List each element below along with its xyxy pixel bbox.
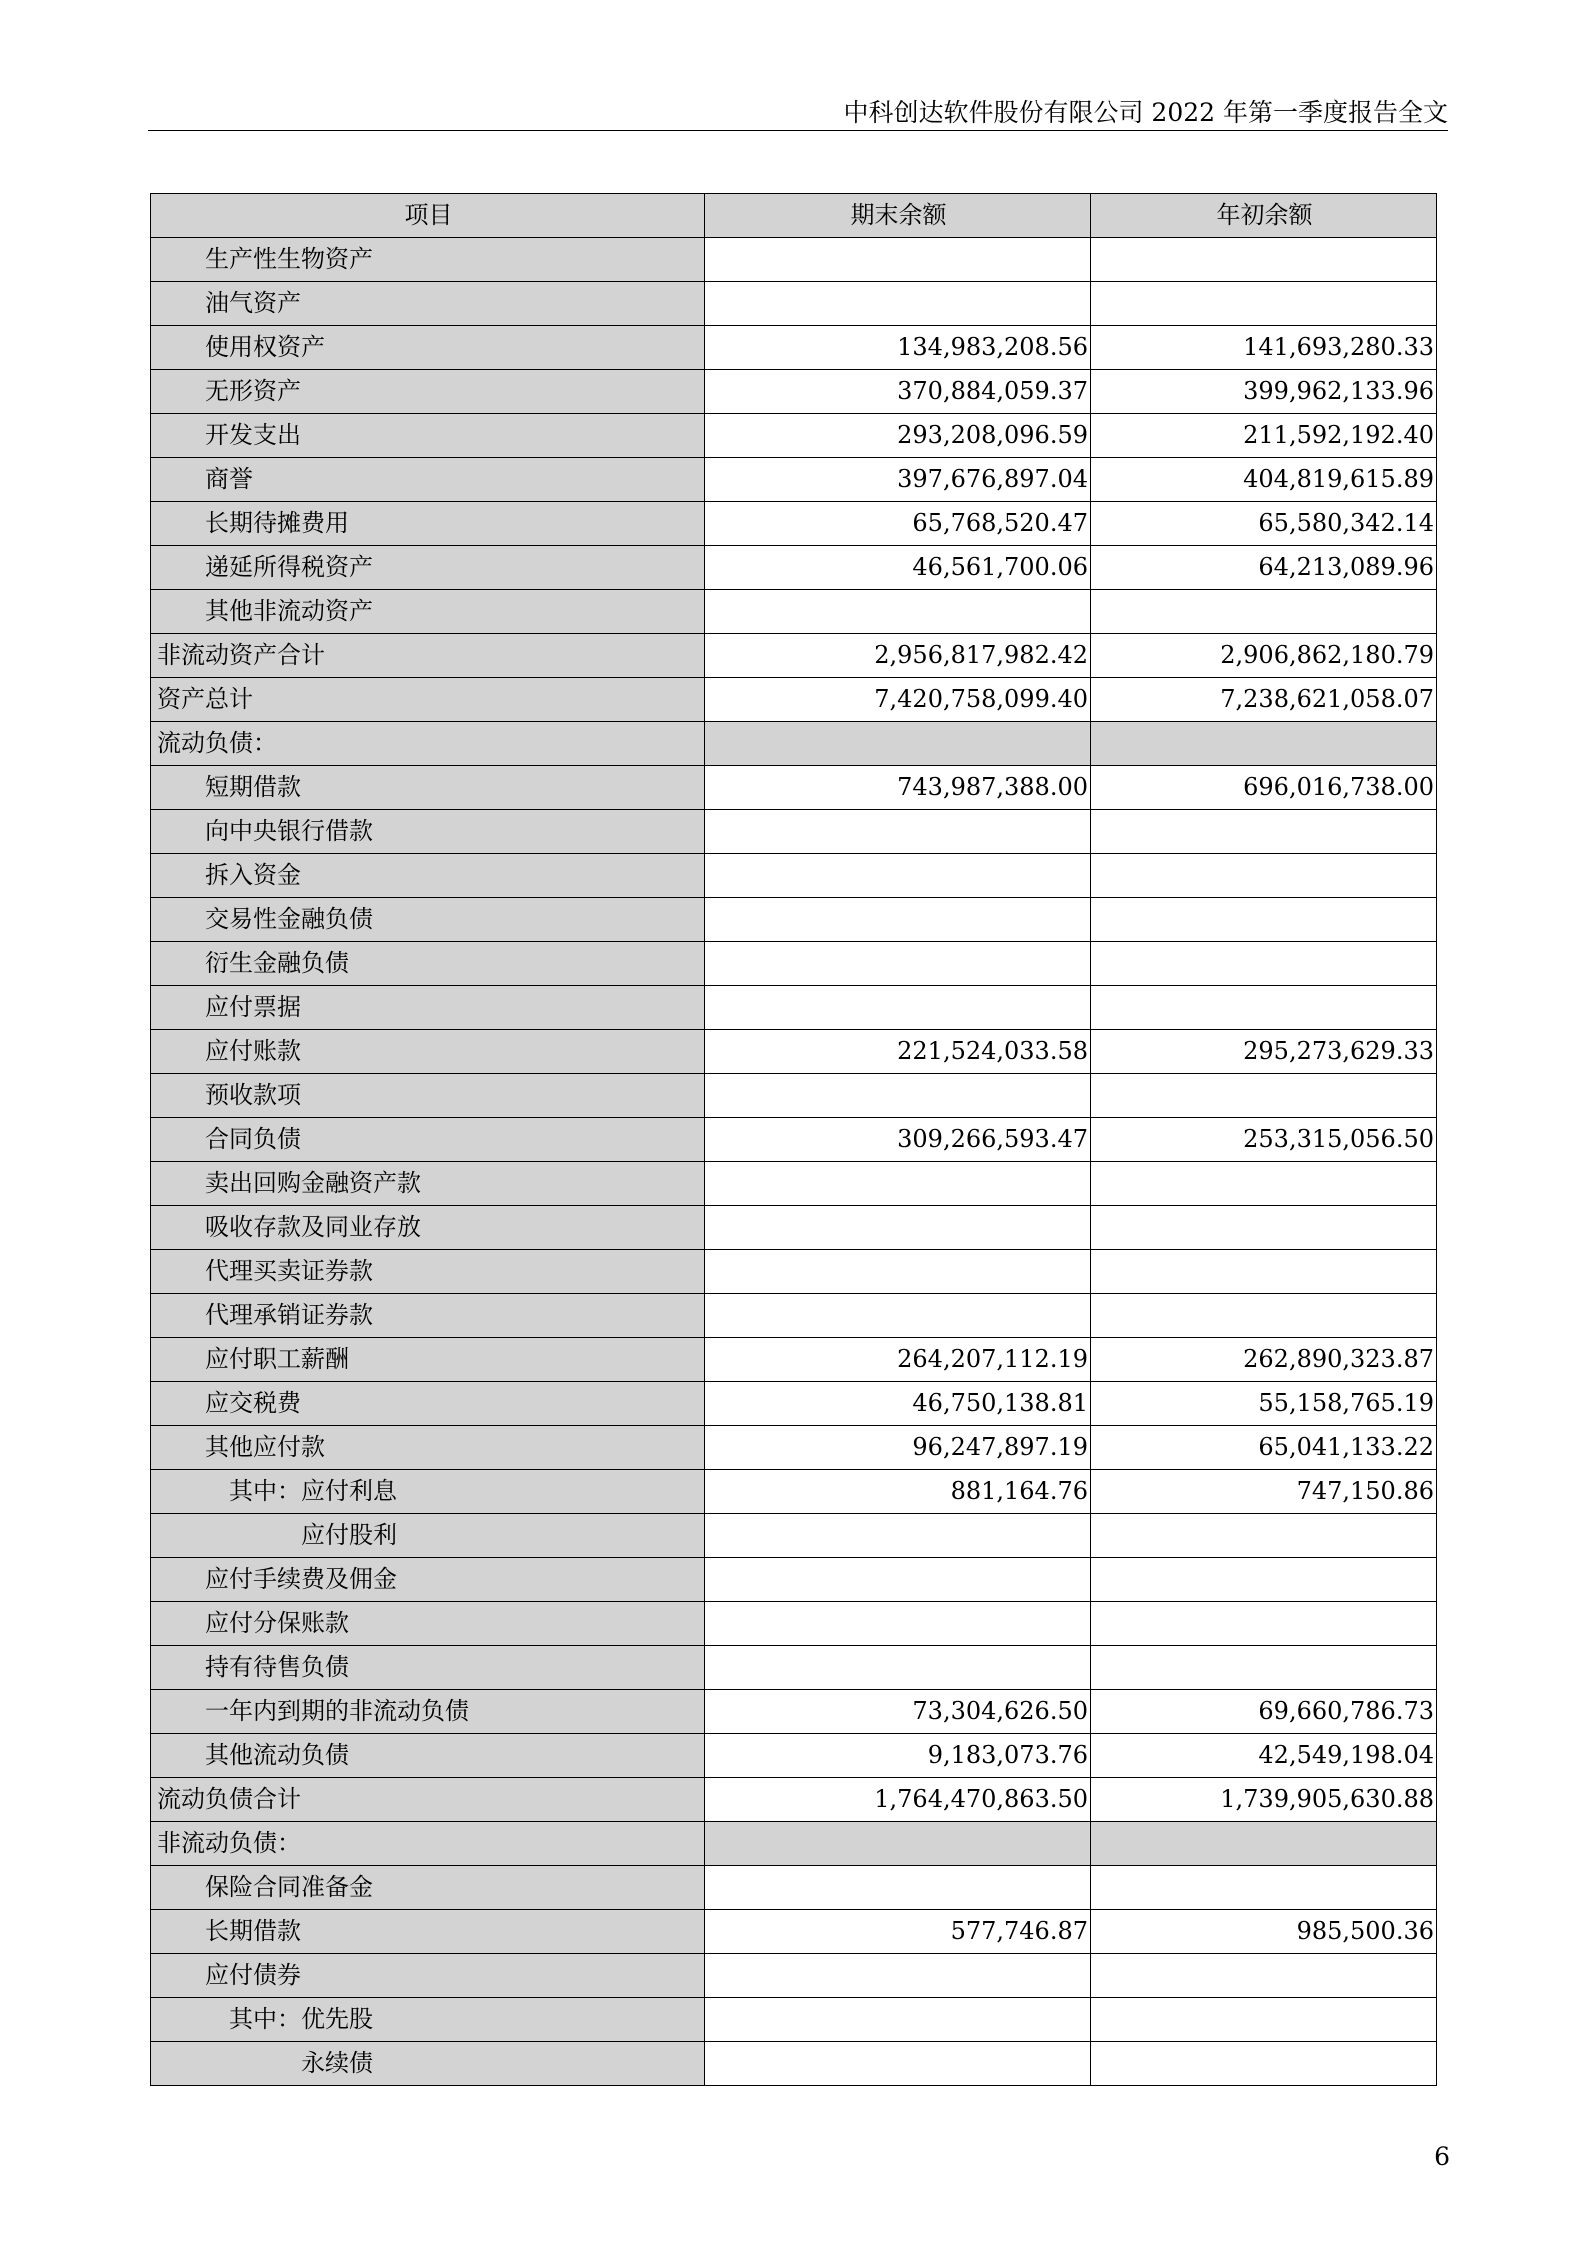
table-row: [151, 1030, 1437, 1074]
row-item-label: 生产性生物资产: [151, 238, 705, 282]
row-end-balance: 881,164.76: [705, 1470, 1091, 1514]
table-row: [151, 1470, 1437, 1514]
row-end-balance: [705, 854, 1091, 898]
table-row: [151, 1822, 1437, 1866]
row-begin-balance: [1091, 722, 1437, 766]
table-row: [151, 810, 1437, 854]
row-begin-balance: [1091, 1558, 1437, 1602]
table-row: [151, 326, 1437, 370]
row-item-label: 应付账款: [151, 1030, 705, 1074]
row-item-label: 其中：应付利息: [151, 1470, 705, 1514]
row-item-label: 其中：优先股: [151, 1998, 705, 2042]
row-end-balance: [705, 1206, 1091, 1250]
table-row: [151, 1646, 1437, 1690]
row-item-label: 预收款项: [151, 1074, 705, 1118]
table-row: [151, 1074, 1437, 1118]
row-begin-balance: [1091, 1162, 1437, 1206]
row-begin-balance: [1091, 942, 1437, 986]
row-end-balance: [705, 1558, 1091, 1602]
row-end-balance: 2,956,817,982.42: [705, 634, 1091, 678]
row-item-label: 开发支出: [151, 414, 705, 458]
page-header: [148, 96, 1448, 131]
row-item-label: 其他应付款: [151, 1426, 705, 1470]
row-end-balance: 65,768,520.47: [705, 502, 1091, 546]
row-begin-balance: 253,315,056.50: [1091, 1118, 1437, 1162]
row-begin-balance: 1,739,905,630.88: [1091, 1778, 1437, 1822]
row-item-label: 其他流动负债: [151, 1734, 705, 1778]
table-row: [151, 854, 1437, 898]
row-item-label: 应付分保账款: [151, 1602, 705, 1646]
row-end-balance: 1,764,470,863.50: [705, 1778, 1091, 1822]
row-item-label: 长期待摊费用: [151, 502, 705, 546]
table-row: [151, 898, 1437, 942]
table-row: [151, 1866, 1437, 1910]
row-end-balance: [705, 1602, 1091, 1646]
table-row: [151, 414, 1437, 458]
column-header-item: 项目: [151, 194, 705, 238]
row-begin-balance: [1091, 1822, 1437, 1866]
row-item-label: 应付手续费及佣金: [151, 1558, 705, 1602]
row-end-balance: 264,207,112.19: [705, 1338, 1091, 1382]
report-title: 中科创达软件股份有限公司 2022 年第一季度报告全文: [843, 98, 1448, 127]
table-header-row: [151, 194, 1437, 238]
page-number: 6: [1434, 2142, 1450, 2171]
row-item-label: 流动负债合计: [151, 1778, 705, 1822]
row-item-label: 应交税费: [151, 1382, 705, 1426]
row-begin-balance: [1091, 854, 1437, 898]
row-begin-balance: [1091, 1206, 1437, 1250]
table-row: [151, 986, 1437, 1030]
table-row: [151, 1426, 1437, 1470]
row-end-balance: [705, 1822, 1091, 1866]
row-item-label: 应付股利: [151, 1514, 705, 1558]
row-end-balance: [705, 1162, 1091, 1206]
table-row: [151, 722, 1437, 766]
table-row: [151, 1690, 1437, 1734]
table-row: [151, 942, 1437, 986]
row-begin-balance: 141,693,280.33: [1091, 326, 1437, 370]
row-end-balance: 73,304,626.50: [705, 1690, 1091, 1734]
row-begin-balance: [1091, 986, 1437, 1030]
row-end-balance: 9,183,073.76: [705, 1734, 1091, 1778]
row-end-balance: 221,524,033.58: [705, 1030, 1091, 1074]
row-end-balance: [705, 2042, 1091, 2086]
row-begin-balance: [1091, 1646, 1437, 1690]
table-row: [151, 1778, 1437, 1822]
table-row: [151, 502, 1437, 546]
table-row: [151, 1998, 1437, 2042]
table-row: [151, 1206, 1437, 1250]
row-end-balance: [705, 282, 1091, 326]
table-row: [151, 1558, 1437, 1602]
row-item-label: 商誉: [151, 458, 705, 502]
row-end-balance: [705, 1954, 1091, 1998]
table-row: [151, 1338, 1437, 1382]
row-end-balance: 370,884,059.37: [705, 370, 1091, 414]
row-item-label: 保险合同准备金: [151, 1866, 705, 1910]
table-row: [151, 590, 1437, 634]
table-row: [151, 2042, 1437, 2086]
row-begin-balance: 65,041,133.22: [1091, 1426, 1437, 1470]
row-begin-balance: 262,890,323.87: [1091, 1338, 1437, 1382]
row-item-label: 非流动负债：: [151, 1822, 705, 1866]
row-item-label: 代理承销证券款: [151, 1294, 705, 1338]
table-row: [151, 370, 1437, 414]
row-item-label: 应付债券: [151, 1954, 705, 1998]
table-row: [151, 1514, 1437, 1558]
row-item-label: 永续债: [151, 2042, 705, 2086]
row-end-balance: 134,983,208.56: [705, 326, 1091, 370]
row-begin-balance: 69,660,786.73: [1091, 1690, 1437, 1734]
row-begin-balance: 295,273,629.33: [1091, 1030, 1437, 1074]
row-end-balance: [705, 1250, 1091, 1294]
row-begin-balance: 64,213,089.96: [1091, 546, 1437, 590]
row-begin-balance: [1091, 1514, 1437, 1558]
row-begin-balance: 399,962,133.96: [1091, 370, 1437, 414]
row-begin-balance: [1091, 590, 1437, 634]
row-end-balance: 397,676,897.04: [705, 458, 1091, 502]
row-begin-balance: [1091, 2042, 1437, 2086]
row-end-balance: 577,746.87: [705, 1910, 1091, 1954]
row-item-label: 吸收存款及同业存放: [151, 1206, 705, 1250]
row-begin-balance: [1091, 1866, 1437, 1910]
table-row: [151, 1162, 1437, 1206]
column-header-begin-balance: 年初余额: [1091, 194, 1437, 238]
row-item-label: 短期借款: [151, 766, 705, 810]
row-end-balance: [705, 986, 1091, 1030]
row-end-balance: 309,266,593.47: [705, 1118, 1091, 1162]
row-item-label: 卖出回购金融资产款: [151, 1162, 705, 1206]
row-end-balance: [705, 942, 1091, 986]
table-row: [151, 1734, 1437, 1778]
row-begin-balance: [1091, 238, 1437, 282]
row-item-label: 油气资产: [151, 282, 705, 326]
row-begin-balance: 696,016,738.00: [1091, 766, 1437, 810]
row-begin-balance: 2,906,862,180.79: [1091, 634, 1437, 678]
row-begin-balance: 65,580,342.14: [1091, 502, 1437, 546]
row-end-balance: 743,987,388.00: [705, 766, 1091, 810]
row-end-balance: [705, 722, 1091, 766]
row-end-balance: 293,208,096.59: [705, 414, 1091, 458]
row-item-label: 应付职工薪酬: [151, 1338, 705, 1382]
table-row: [151, 282, 1437, 326]
row-begin-balance: [1091, 1294, 1437, 1338]
row-end-balance: 46,750,138.81: [705, 1382, 1091, 1426]
row-item-label: 非流动资产合计: [151, 634, 705, 678]
row-item-label: 拆入资金: [151, 854, 705, 898]
row-item-label: 代理买卖证券款: [151, 1250, 705, 1294]
row-begin-balance: 211,592,192.40: [1091, 414, 1437, 458]
row-item-label: 其他非流动资产: [151, 590, 705, 634]
row-begin-balance: [1091, 1250, 1437, 1294]
table-row: [151, 1954, 1437, 1998]
balance-sheet-table: [150, 193, 1437, 2086]
row-begin-balance: [1091, 1954, 1437, 1998]
row-begin-balance: 404,819,615.89: [1091, 458, 1437, 502]
row-item-label: 衍生金融负债: [151, 942, 705, 986]
row-item-label: 交易性金融负债: [151, 898, 705, 942]
row-begin-balance: 42,549,198.04: [1091, 1734, 1437, 1778]
table-row: [151, 1250, 1437, 1294]
row-end-balance: [705, 1294, 1091, 1338]
row-item-label: 应付票据: [151, 986, 705, 1030]
table-row: [151, 766, 1437, 810]
row-end-balance: [705, 898, 1091, 942]
row-item-label: 合同负债: [151, 1118, 705, 1162]
table-row: [151, 546, 1437, 590]
row-end-balance: 7,420,758,099.40: [705, 678, 1091, 722]
row-begin-balance: [1091, 898, 1437, 942]
row-item-label: 流动负债：: [151, 722, 705, 766]
row-begin-balance: 747,150.86: [1091, 1470, 1437, 1514]
table-row: [151, 458, 1437, 502]
row-item-label: 使用权资产: [151, 326, 705, 370]
row-end-balance: [705, 1866, 1091, 1910]
row-end-balance: [705, 1998, 1091, 2042]
row-item-label: 递延所得税资产: [151, 546, 705, 590]
row-item-label: 持有待售负债: [151, 1646, 705, 1690]
row-begin-balance: [1091, 1602, 1437, 1646]
row-item-label: 无形资产: [151, 370, 705, 414]
column-header-end-balance: 期末余额: [705, 194, 1091, 238]
row-end-balance: [705, 590, 1091, 634]
table-row: [151, 1602, 1437, 1646]
row-end-balance: 96,247,897.19: [705, 1426, 1091, 1470]
row-end-balance: [705, 1074, 1091, 1118]
row-begin-balance: [1091, 1074, 1437, 1118]
row-end-balance: [705, 238, 1091, 282]
row-begin-balance: 985,500.36: [1091, 1910, 1437, 1954]
row-end-balance: [705, 1646, 1091, 1690]
row-begin-balance: [1091, 1998, 1437, 2042]
table-row: [151, 634, 1437, 678]
row-end-balance: [705, 1514, 1091, 1558]
row-item-label: 长期借款: [151, 1910, 705, 1954]
table-row: [151, 1294, 1437, 1338]
table-row: [151, 238, 1437, 282]
row-begin-balance: 7,238,621,058.07: [1091, 678, 1437, 722]
row-begin-balance: [1091, 282, 1437, 326]
row-begin-balance: [1091, 810, 1437, 854]
row-end-balance: [705, 810, 1091, 854]
row-end-balance: 46,561,700.06: [705, 546, 1091, 590]
table-row: [151, 1118, 1437, 1162]
row-begin-balance: 55,158,765.19: [1091, 1382, 1437, 1426]
row-item-label: 向中央银行借款: [151, 810, 705, 854]
table-row: [151, 678, 1437, 722]
table-row: [151, 1382, 1437, 1426]
row-item-label: 资产总计: [151, 678, 705, 722]
row-item-label: 一年内到期的非流动负债: [151, 1690, 705, 1734]
table-row: [151, 1910, 1437, 1954]
